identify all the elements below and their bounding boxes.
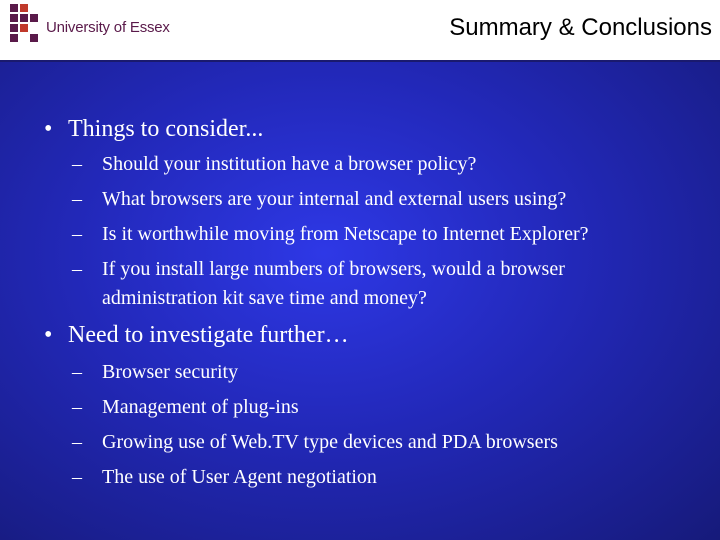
dash-icon: –	[72, 466, 82, 488]
dash-icon: –	[72, 188, 82, 210]
dash-icon: –	[72, 258, 82, 280]
dash-icon: –	[72, 396, 82, 418]
dash-icon: –	[72, 431, 82, 453]
bullet-icon: •	[44, 322, 53, 348]
bullet-icon: •	[44, 116, 53, 142]
slide-body: • Things to consider... – Should your institution have a browser policy? – What browsers are your internal and external users using? – Is it worthwhile moving from Netscape to Internet Explorer? – If you install large numbers of browsers, would a browser administration kit save time and money? • Need to investigate further… – Browser security – Management of plug-ins – Growing use of Web.TV type devices and PDA browsers – The use of User Agent negotiation	[0, 62, 720, 540]
dash-icon: –	[72, 153, 82, 175]
page-title: Summary & Conclusions	[449, 14, 712, 41]
dash-icon: –	[72, 223, 82, 245]
dash-icon: –	[72, 361, 82, 383]
slide-header	[0, 0, 720, 62]
university-logo-icon	[10, 4, 38, 48]
logo-text: University of Essex	[46, 19, 170, 36]
